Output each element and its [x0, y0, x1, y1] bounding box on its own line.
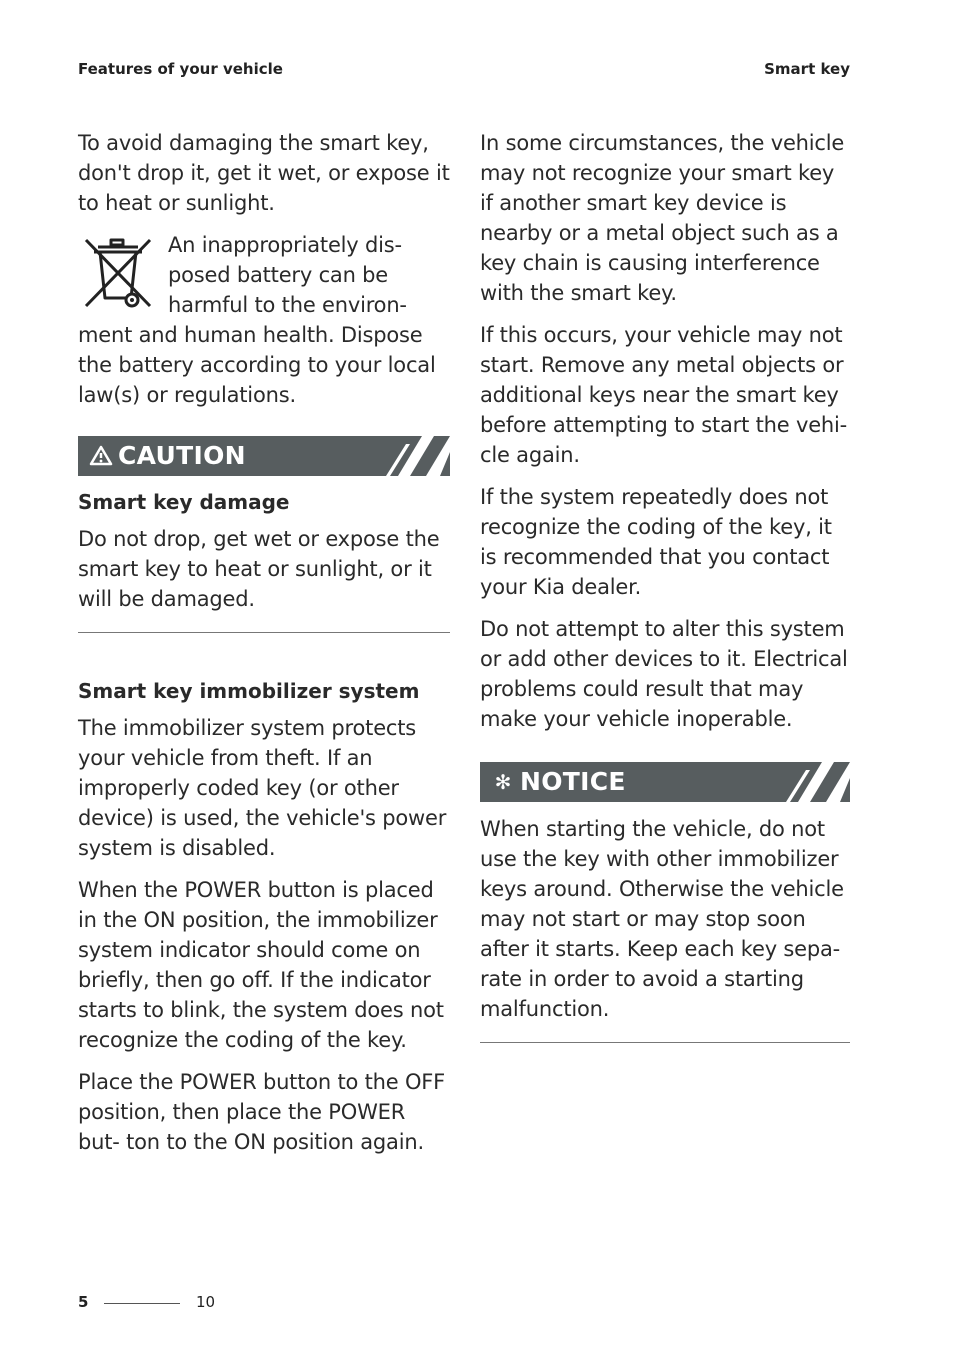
- banner-stripes: [780, 762, 850, 802]
- immobilizer-paragraph-2: When the POWER button is placed in the ON position, the immobilizer system indicator should come on briefly, then go off. If the indicator starts to blink, the system does not recognize the coding of the key.: [78, 878, 444, 1052]
- page-number: 10: [196, 1293, 216, 1311]
- section-divider: [78, 632, 450, 633]
- footer-rule: [104, 1303, 180, 1304]
- battery-disposal-text: An inappropriately dis- posed battery can be harmful to the environ- ment and human health. Dispose the battery according to your local law(s) or regulations.: [78, 233, 436, 407]
- section-title: Smart key immobilizer system: [78, 679, 420, 703]
- notice-label: NOTICE: [520, 767, 626, 796]
- repeated-paragraph: If the system repeatedly does not recognize the coding of the key, it is recommended that you contact your Kia dealer.: [480, 485, 832, 599]
- battery-disposal-note: [78, 230, 450, 410]
- notice-divider: [480, 1042, 850, 1043]
- left-column: [78, 128, 450, 1169]
- intro-paragraph: To avoid damaging the smart key, don't drop it, get it wet, or expose it to heat or sunlight.: [78, 131, 450, 215]
- caution-label: CAUTION: [118, 441, 246, 470]
- banner-stripes: [380, 436, 450, 476]
- header-topic-title: Smart key: [764, 60, 850, 78]
- header-section-title: Features of your vehicle: [78, 60, 283, 78]
- occurs-paragraph: If this occurs, your vehicle may not start. Remove any metal objects or additional keys near the smart key before attempting to start the vehi- cle again.: [480, 323, 848, 467]
- immobilizer-paragraph-1: The immobilizer system protects your vehicle from theft. If an improperly coded key (or other device) is used, the vehicle's power system is disabled.: [78, 716, 447, 860]
- notice-banner: [480, 762, 850, 802]
- immobilizer-paragraph-3: Place the POWER button to the OFF position, then place the POWER but- ton to the ON position again.: [78, 1070, 446, 1154]
- chapter-number: 5: [78, 1293, 89, 1311]
- caution-banner: [78, 436, 450, 476]
- notice-text: When starting the vehicle, do not use the key with other immobilizer keys around. Otherwise the vehicle may not start or may stop soon after it starts. Keep each key sepa- rate in order to avoid a starting malfunction.: [480, 817, 844, 1021]
- caution-subheading: Smart key damage: [78, 490, 290, 514]
- asterisk-icon: ✻: [494, 770, 512, 794]
- circumstances-paragraph: In some circumstances, the vehicle may not recognize your smart key if another smart key device is nearby or a metal object such as a key chain is causing interference with the smart key.: [480, 131, 845, 305]
- crossed-out-wheelie-bin-icon: [78, 234, 158, 314]
- right-column: [480, 128, 850, 1043]
- page-footer: [78, 1293, 216, 1311]
- warning-triangle-icon: [88, 443, 114, 469]
- do-not-alter-paragraph: Do not attempt to alter this system or add other devices to it. Electrical problems could result that may make your vehicle inoperable.: [480, 617, 848, 731]
- caution-text: Do not drop, get wet or expose the smart key to heat or sunlight, or it will be damaged.: [78, 527, 440, 611]
